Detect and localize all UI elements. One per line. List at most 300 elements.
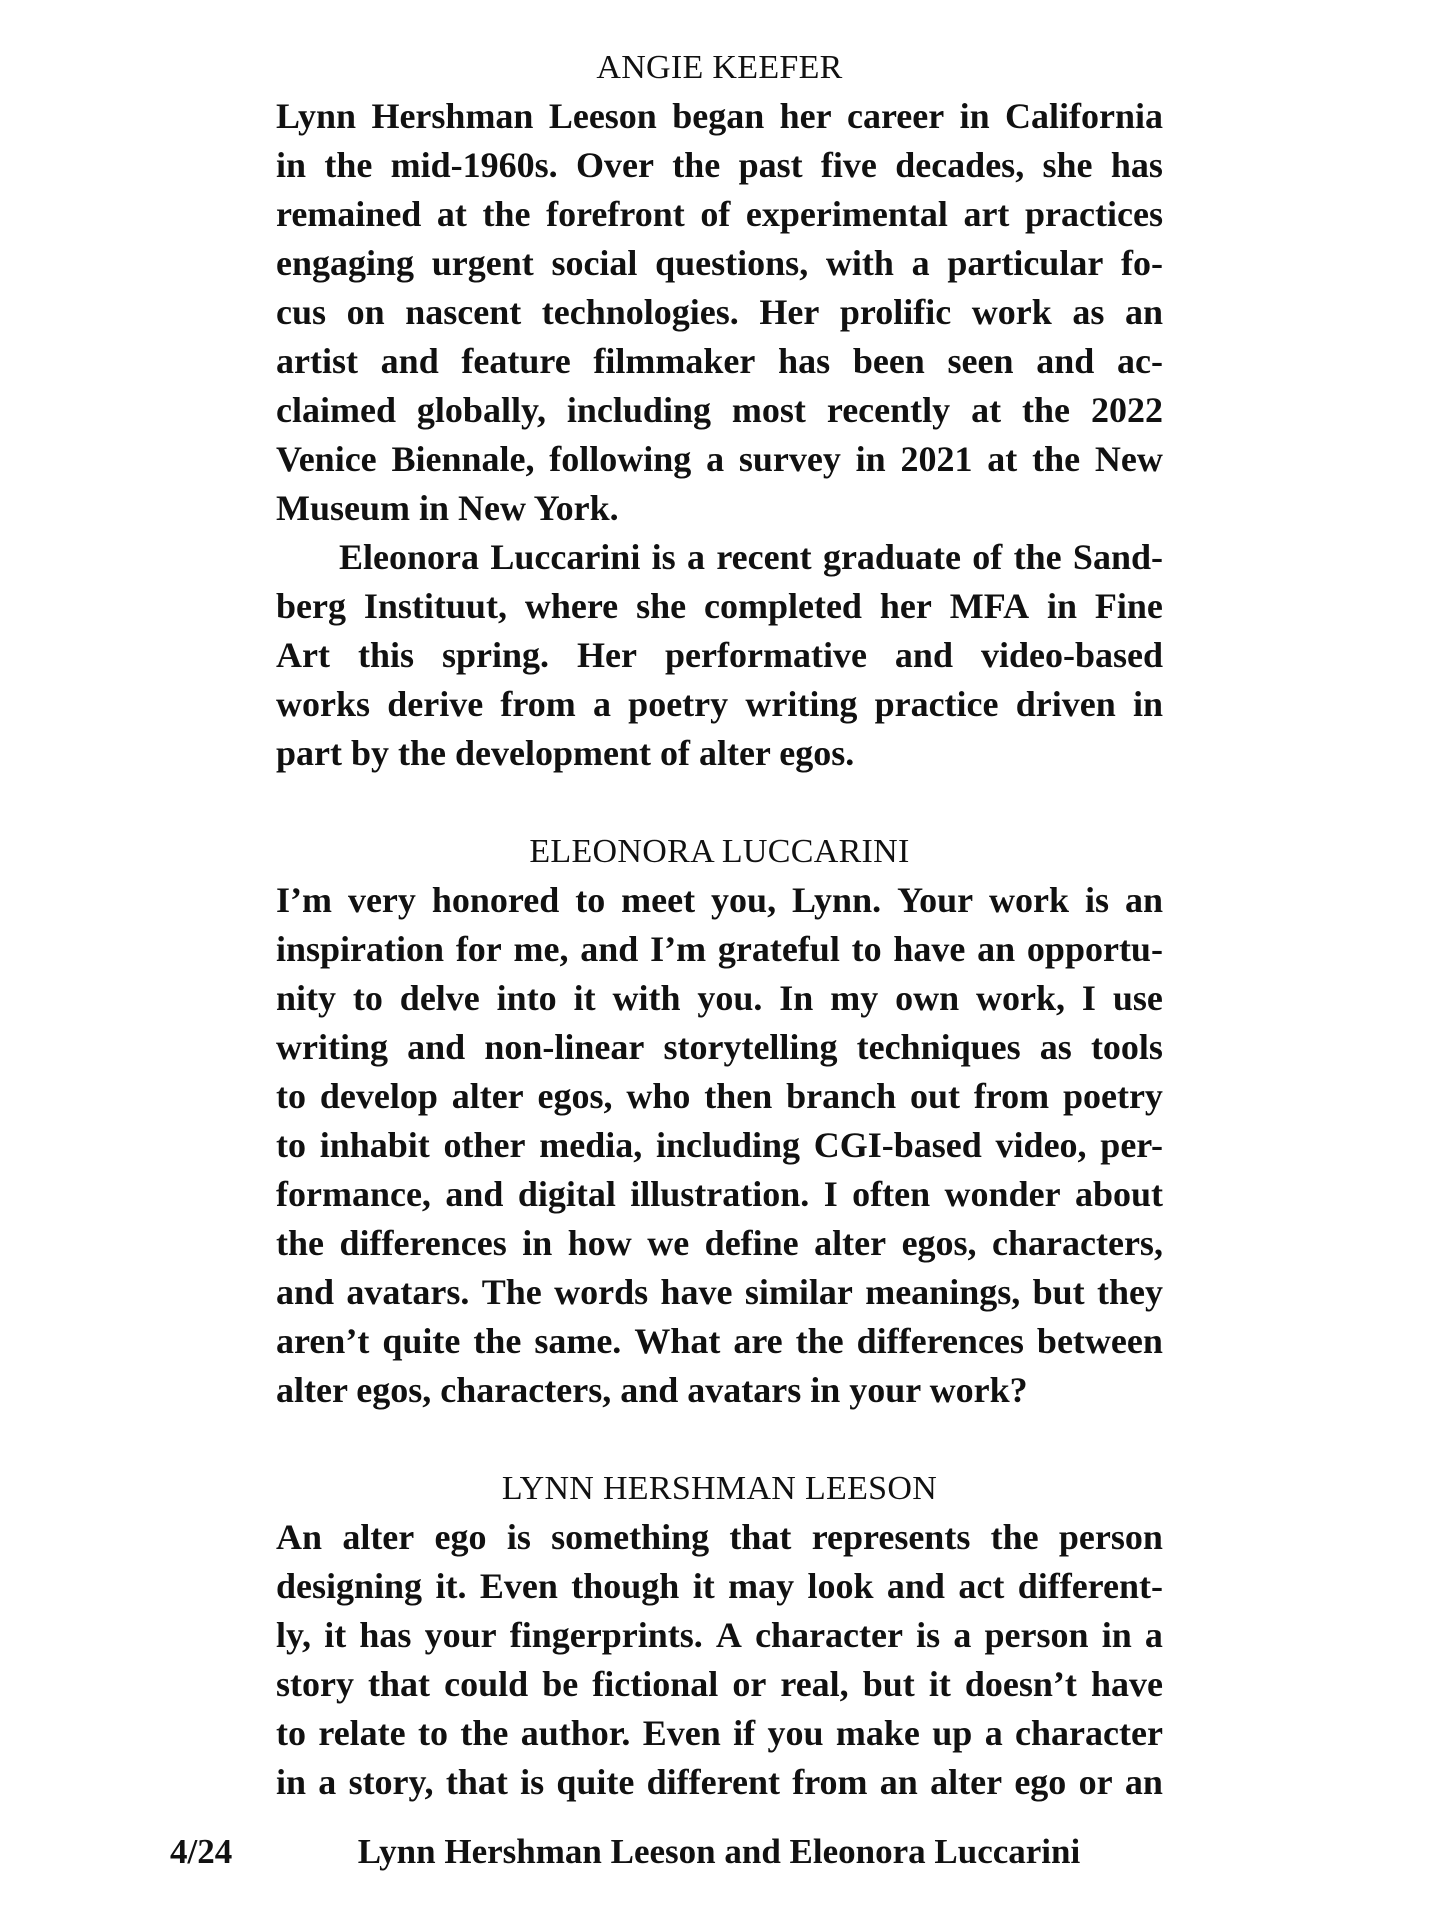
word: Your: [897, 880, 974, 920]
word: seen: [947, 341, 1014, 381]
word: differences: [339, 1223, 507, 1263]
word: formance,: [276, 1174, 431, 1214]
text-line-content: [276, 1170, 1163, 1219]
word: though: [571, 1566, 680, 1606]
text-line: [276, 1758, 1163, 1807]
word: look: [807, 1566, 874, 1606]
word: is: [1084, 880, 1109, 920]
word: social: [551, 243, 638, 283]
word: past: [738, 145, 803, 185]
word: but: [1032, 1272, 1085, 1312]
word: in: [276, 1762, 307, 1802]
speaker-heading: ANGIE KEEFER: [596, 49, 843, 86]
text-line-content: [276, 1023, 1163, 1072]
word: remained: [276, 194, 422, 234]
word: Lynn: [276, 96, 357, 136]
text-line-content: alter egos, characters, and avatars in your work?: [276, 1370, 1028, 1410]
word: I’m: [650, 929, 707, 969]
word: been: [852, 341, 925, 381]
word: Her: [759, 292, 820, 332]
speaker-heading: LYNN HERSHMAN LEESON: [501, 1470, 938, 1507]
word: fictional: [592, 1664, 719, 1704]
text-line-content: [276, 1758, 1163, 1807]
text-line: [276, 435, 1163, 484]
word: work: [989, 880, 1070, 920]
word: your: [424, 1615, 497, 1655]
text-line-content: [276, 1660, 1163, 1709]
word: a: [1144, 1615, 1163, 1655]
word: a: [687, 537, 705, 577]
word: Eleonora: [339, 537, 479, 577]
word: or: [1078, 1762, 1113, 1802]
word: 2022: [1090, 390, 1163, 430]
word: very: [347, 880, 416, 920]
text-line-content: [276, 239, 1163, 288]
word: she: [636, 586, 687, 626]
footer-title-text: Lynn Hershman Leeson and Eleonora Luccarini: [357, 1832, 1081, 1871]
word: of: [972, 537, 1003, 577]
word: it: [928, 1664, 951, 1704]
word: graduate: [822, 537, 961, 577]
word: her: [879, 586, 932, 626]
word: real,: [780, 1664, 849, 1704]
word: nascent: [405, 292, 522, 332]
text-line: [276, 631, 1163, 680]
word: for: [455, 929, 502, 969]
word: could: [444, 1664, 529, 1704]
word: the: [1022, 390, 1071, 430]
word: that: [368, 1664, 431, 1704]
word: this: [357, 635, 414, 675]
word: techniques: [856, 1027, 1021, 1067]
word: something: [551, 1517, 710, 1557]
page-number: 4/24: [170, 1832, 233, 1871]
word: to: [276, 1125, 306, 1165]
word: alter: [342, 1517, 415, 1557]
word: The: [481, 1272, 542, 1312]
word: person: [984, 1615, 1089, 1655]
word: most: [731, 390, 806, 430]
text-line-content: [276, 386, 1163, 435]
word: doesn’t: [964, 1664, 1077, 1704]
word: in: [1046, 586, 1077, 626]
word: claimed: [276, 390, 396, 430]
word: Leeson: [548, 96, 657, 136]
word: alter: [930, 1762, 1003, 1802]
word: berg: [276, 586, 346, 626]
text-line-content: [276, 876, 1163, 925]
word: alter: [814, 1223, 887, 1263]
word: the: [990, 1517, 1039, 1557]
word: she: [1042, 145, 1093, 185]
word: per-: [1100, 1125, 1163, 1165]
text-line-content: [276, 435, 1163, 484]
text-line: [276, 1317, 1163, 1366]
word: branch: [786, 1076, 897, 1116]
text-line: [276, 1268, 1163, 1317]
word: California: [1005, 96, 1163, 136]
word: An: [276, 1517, 323, 1557]
word: quite: [556, 1762, 635, 1802]
text-line: [276, 1121, 1163, 1170]
word: opportu-: [1026, 929, 1163, 969]
text-line-content: [339, 533, 1163, 582]
text-line-content: Museum in New York.: [276, 488, 619, 528]
word: and: [1036, 341, 1095, 381]
text-line-content: [276, 1611, 1163, 1660]
word: Even: [479, 1566, 558, 1606]
word: non-linear: [484, 1027, 645, 1067]
word: video,: [995, 1125, 1087, 1165]
text-line-content: [276, 925, 1163, 974]
word: to: [276, 1713, 306, 1753]
text-line: [276, 337, 1163, 386]
speaker-heading: ELEONORA LUCCARINI: [529, 833, 910, 870]
word: honored: [431, 880, 560, 920]
word: the: [482, 194, 531, 234]
word: Sand-: [1072, 537, 1163, 577]
text-line: [276, 582, 1163, 631]
text-line-content: [276, 974, 1163, 1023]
word: in: [276, 145, 307, 185]
word: career: [846, 96, 945, 136]
word: following: [549, 439, 692, 479]
word: in: [522, 1223, 553, 1263]
word: inhabit: [319, 1125, 430, 1165]
word: where: [524, 586, 619, 626]
word: act: [958, 1566, 1005, 1606]
text-line: [276, 92, 1163, 141]
word: A: [715, 1615, 742, 1655]
word: cus: [276, 292, 327, 332]
word: tools: [1090, 1027, 1163, 1067]
word: egos,: [537, 1076, 613, 1116]
word: forefront: [546, 194, 685, 234]
word: delve: [399, 978, 480, 1018]
text-line: [276, 1660, 1163, 1709]
word: the: [473, 1321, 522, 1361]
word: different: [646, 1762, 780, 1802]
word: a: [911, 243, 930, 283]
word: in: [1132, 684, 1163, 724]
word: and: [276, 1272, 335, 1312]
word: spring.: [442, 635, 550, 675]
word: ego: [434, 1517, 487, 1557]
word: practice: [874, 684, 999, 724]
word: a: [706, 439, 725, 479]
word: represents: [811, 1517, 971, 1557]
word: from: [500, 684, 576, 724]
word: be: [542, 1664, 579, 1704]
word: the: [795, 1321, 844, 1361]
word: writing: [745, 684, 858, 724]
word: and: [894, 635, 953, 675]
word: and: [580, 929, 639, 969]
word: including: [655, 1125, 801, 1165]
text-line: [276, 1219, 1163, 1268]
text-line: [276, 190, 1163, 239]
word: use: [1112, 978, 1163, 1018]
word: In: [779, 978, 814, 1018]
word: person: [1058, 1517, 1163, 1557]
word: a: [318, 1762, 337, 1802]
word: completed: [704, 586, 862, 626]
word: my: [830, 978, 879, 1018]
word: work: [971, 292, 1052, 332]
word: as: [1072, 292, 1105, 332]
text-line: [276, 925, 1163, 974]
word: began: [672, 96, 765, 136]
word: aren’t: [276, 1321, 370, 1361]
running-footer-title: [330, 1827, 1108, 1876]
word: it: [573, 978, 596, 1018]
word: Her: [577, 635, 638, 675]
text-line-content: [276, 141, 1163, 190]
text-line: [276, 386, 1163, 435]
word: an: [1124, 880, 1163, 920]
word: in: [959, 96, 990, 136]
word: or: [732, 1664, 767, 1704]
word: designing: [276, 1566, 423, 1606]
word: an: [879, 1762, 918, 1802]
text-line: [276, 876, 1163, 925]
word: relate: [318, 1713, 406, 1753]
text-line-content: [276, 1562, 1163, 1611]
word: a: [953, 1615, 972, 1655]
word: poetry: [628, 684, 729, 724]
word: an: [977, 929, 1016, 969]
word: it.: [435, 1566, 467, 1606]
word: you: [767, 1713, 824, 1753]
word: decades,: [895, 145, 1025, 185]
word: storytelling: [663, 1027, 838, 1067]
word: we: [647, 1223, 690, 1263]
word: about: [1074, 1174, 1163, 1214]
word: fingerprints.: [509, 1615, 703, 1655]
word: how: [567, 1223, 632, 1263]
word: may: [728, 1566, 795, 1606]
text-line-content: [276, 190, 1163, 239]
word: particular: [947, 243, 1104, 283]
word: including: [566, 390, 711, 430]
text-line-content: [276, 337, 1163, 386]
word: work,: [976, 978, 1066, 1018]
word: a: [984, 1713, 1003, 1753]
text-line: [276, 1562, 1163, 1611]
word: recent: [716, 537, 812, 577]
word: meanings,: [865, 1272, 1021, 1312]
word: Over: [575, 145, 654, 185]
word: Venice: [276, 439, 377, 479]
text-line: [276, 974, 1163, 1023]
word: is: [651, 537, 676, 577]
word: urgent: [431, 243, 534, 283]
word: of: [700, 194, 731, 234]
word: derive: [387, 684, 484, 724]
word: is: [916, 1615, 941, 1655]
word: character: [755, 1615, 903, 1655]
word: and: [380, 341, 439, 381]
word: I: [1081, 978, 1096, 1018]
word: performative: [665, 635, 867, 675]
word: it: [324, 1615, 347, 1655]
word: story: [276, 1664, 354, 1704]
word: if: [733, 1713, 756, 1753]
text-line: [276, 1709, 1163, 1758]
text-line: [276, 680, 1163, 729]
text-line-content: [276, 1268, 1163, 1317]
word: to: [418, 1713, 448, 1753]
text-line: [276, 1072, 1163, 1121]
word: five: [820, 145, 877, 185]
word: Even: [642, 1713, 721, 1753]
word: meet: [621, 880, 696, 920]
word: and: [886, 1566, 945, 1606]
word: have: [893, 929, 966, 969]
word: you,: [711, 880, 777, 920]
word: but: [862, 1664, 915, 1704]
word: engaging: [276, 243, 415, 283]
word: MFA: [949, 586, 1030, 626]
word: from: [973, 1076, 1050, 1116]
text-line: [276, 1023, 1163, 1072]
word: are: [733, 1321, 783, 1361]
word: experimental: [745, 194, 948, 234]
word: story,: [348, 1762, 434, 1802]
word: has: [359, 1615, 412, 1655]
word: same.: [534, 1321, 622, 1361]
word: with: [612, 978, 681, 1018]
word: into: [496, 978, 557, 1018]
word: often: [852, 1174, 931, 1214]
word: Hershman: [371, 96, 534, 136]
word: character: [1015, 1713, 1163, 1753]
text-line: [276, 1611, 1163, 1660]
text-line-content: [276, 1317, 1163, 1366]
word: the: [1013, 537, 1062, 577]
text-line-content: [276, 1219, 1163, 1268]
word: ego: [1014, 1762, 1067, 1802]
text-line: [276, 1366, 1163, 1415]
text-line-content: [276, 92, 1163, 141]
word: the: [324, 145, 373, 185]
text-line-content: [276, 1072, 1163, 1121]
word: who: [626, 1076, 691, 1116]
text-line: [276, 729, 1163, 778]
word: feature: [461, 341, 571, 381]
word: poetry: [1062, 1076, 1163, 1116]
word: an: [1124, 292, 1163, 332]
text-line: [339, 533, 1163, 582]
word: have: [1090, 1664, 1163, 1704]
word: between: [1036, 1321, 1163, 1361]
text-line: [276, 1513, 1163, 1562]
word: me,: [513, 929, 569, 969]
word: mid-1960s.: [390, 145, 558, 185]
word: the: [276, 1223, 324, 1263]
word: own: [895, 978, 960, 1018]
word: filmmaker: [593, 341, 756, 381]
text-line: [276, 288, 1163, 337]
word: words: [554, 1272, 649, 1312]
word: grateful: [717, 929, 840, 969]
word: to: [276, 1076, 306, 1116]
word: as: [1039, 1027, 1072, 1067]
word: Luccarini: [490, 537, 641, 577]
word: wonder: [944, 1174, 1061, 1214]
word: you.: [697, 978, 763, 1018]
word: at: [971, 390, 1002, 430]
word: writing: [276, 1027, 388, 1067]
text-line: [276, 141, 1163, 190]
word: CGI-based: [813, 1125, 982, 1165]
word: questions,: [655, 243, 809, 283]
word: digital: [517, 1174, 616, 1214]
word: fo-: [1121, 243, 1163, 283]
word: illustration.: [630, 1174, 810, 1214]
word: to: [851, 929, 882, 969]
word: has: [1110, 145, 1163, 185]
word: is: [520, 1762, 545, 1802]
word: Fine: [1094, 586, 1163, 626]
word: in: [1101, 1615, 1132, 1655]
word: that: [729, 1517, 792, 1557]
text-line-content: [276, 582, 1163, 631]
word: New: [1094, 439, 1163, 479]
word: make: [835, 1713, 920, 1753]
word: practices: [1025, 194, 1163, 234]
word: Lynn.: [792, 880, 882, 920]
word: that: [445, 1762, 508, 1802]
word: with: [825, 243, 894, 283]
word: up: [932, 1713, 973, 1753]
word: technologies.: [541, 292, 739, 332]
word: alter: [451, 1076, 524, 1116]
word: they: [1096, 1272, 1163, 1312]
word: video-based: [980, 635, 1163, 675]
text-line-content: [276, 1709, 1163, 1758]
word: I: [823, 1174, 838, 1214]
word: differences: [856, 1321, 1024, 1361]
word: media,: [539, 1125, 643, 1165]
word: other: [443, 1125, 526, 1165]
word: the: [1032, 439, 1081, 479]
word: different-: [1017, 1566, 1163, 1606]
word: the: [672, 145, 721, 185]
word: define: [704, 1223, 799, 1263]
word: it: [692, 1566, 715, 1606]
word: at: [436, 194, 467, 234]
word: from: [792, 1762, 868, 1802]
word: Instituut,: [363, 586, 507, 626]
text-line-content: [276, 1513, 1163, 1562]
text-line-content: [276, 1121, 1163, 1170]
text-line-content: [276, 288, 1163, 337]
text-line-content: part by the development of alter egos.: [276, 733, 855, 773]
word: is: [506, 1517, 531, 1557]
word: author.: [520, 1713, 631, 1753]
text-line: [276, 1170, 1163, 1219]
word: an: [1124, 1762, 1163, 1802]
text-line-content: [276, 680, 1163, 729]
word: her: [779, 96, 832, 136]
word: survey: [738, 439, 841, 479]
word: ly,: [276, 1615, 312, 1655]
text-line: [276, 484, 1163, 533]
word: on: [346, 292, 385, 332]
word: then: [704, 1076, 773, 1116]
word: avatars.: [346, 1272, 470, 1312]
